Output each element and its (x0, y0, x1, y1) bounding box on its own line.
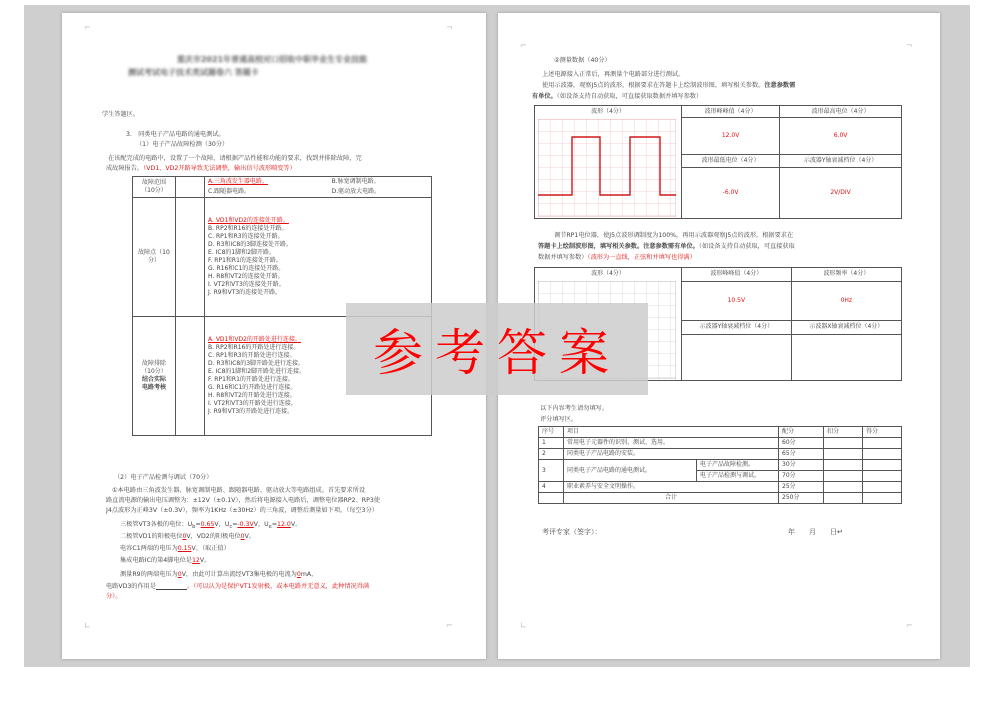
fault-point-label: 故障点（10分） (133, 198, 176, 317)
fault-point-option: A. VD1和VD2的连接处开路。 (208, 217, 289, 224)
fault-intro-line: 在该配完成的电路中，设置了一个故障，请根据产品性能和功能的要求，找到并排除故障，完 (108, 155, 362, 162)
peak-label-2: 波形峰峰值（4分） (682, 268, 792, 282)
fault-point-option: G. R16和C1的连接处开路。 (208, 265, 285, 272)
score-table (538, 426, 902, 504)
neg-peak-label: 波形最低电位（4分） (682, 155, 780, 167)
measurement-text-line: 有单位。（如设备支持自动获取，可直接获取数据并填写参数） (532, 93, 703, 100)
debug-text-line: J4点波形为正峰3V（±0.3V），频率为1KHz（±30Hz）的三角波，调整后测量如下项。（每空3分） (106, 507, 378, 514)
pos-peak-label: 波形最高电位（4分） (780, 106, 902, 118)
rp1-text-line: 答题卡上绘制波形图，填写相关参数。注意参数需有单位。（如设备支持自动获取，可直接获取 (538, 243, 795, 250)
peak-value: 12.0V (682, 118, 780, 155)
fault-point-option: D. R3和IC8的3脚连接处开路。 (208, 241, 293, 248)
fault-fix-option: H. R8和VT2的开路处进行连接。 (208, 392, 296, 399)
fault-point-option: I. VT2和VT3的连接处开路。 (208, 281, 285, 288)
score-head-deduct: 扣分 (824, 427, 863, 438)
waveform-cell-1: 波形（4分） (535, 106, 682, 219)
debug-text-line: ①本电路由三角波发生器、脉宽调制电路、跟随器电路、驱动放大等电路组成。首先要求所设 (112, 487, 366, 494)
fault-point-options (205, 198, 432, 317)
fault-point-option: E. IC8的1脚和2脚开路。 (208, 249, 276, 256)
score-head-points: 配分 (779, 427, 824, 438)
scope-y-label-2: 示波器Y轴衰减档位（4分） (682, 321, 792, 335)
fault-fix-option: B. RP2和R16的开路处进行连接。 (208, 344, 300, 351)
r9-voltage-line: 测量R9的两端电压为0V，由此可计算出流经VT3集电极的电流为0mA， (120, 571, 318, 578)
scope-y-label: 示波器Y轴衰减档位（4分） (780, 155, 902, 167)
answer-key-watermark: 参考答案 (346, 303, 648, 395)
signature-date: 年 月 日↵ (788, 528, 843, 536)
vd1-potential-line: 二极管VD1的阳极电位0V，VD2的阳极电位0V。 (120, 533, 256, 540)
fault-fix-option: E. IC8的1脚和2脚开路处进行连接。 (208, 368, 306, 375)
fault-range-option-c: C.跟随器电路。 (205, 187, 329, 198)
fault-point-option: H. R8和VT2的连接处开路。 (208, 273, 284, 280)
examiner-note: 以下内容考生请勿填写。 (540, 405, 609, 412)
page-title: 重庆市2021年普通高校对口招收中职毕业生专业技能 测试考试电子技术类试题卷六 答题卡 (128, 55, 368, 77)
fault-range-option-d: D.驱动放大电路。 (329, 187, 432, 198)
fault-fix-option: J. R9和VT3的开路处进行连接。 (208, 408, 294, 415)
neg-peak-value: -6.0V (682, 167, 780, 218)
answer-area-label: 学生答题区。 (102, 111, 140, 118)
score-head-no: 序号 (539, 427, 564, 438)
peak-value-2: 10.5V (682, 281, 792, 320)
fault-range-option-a: A.三角波发生器电路。 (208, 178, 268, 185)
ic-pin4-line: 集成电路IC的第4脚电位是12V。 (120, 557, 211, 564)
table-row: 4 职业素养与安全文明操作。 25分 (539, 482, 902, 493)
table-row: 1 常用电子元器件的识别、测试、选用。 60分 (539, 438, 902, 449)
measurement-text-line: 上述电源接入正常后，再测量个电路部分进行测试。 (542, 71, 685, 78)
fault-fix-label: 故障排除 （10分） 结合实际 电路考核 (133, 317, 176, 436)
total-points: 250分 (779, 493, 824, 504)
vd3-role-line-2: 分）。 (106, 593, 122, 600)
score-area-label: 评分填写区。 (540, 416, 578, 423)
fault-fix-option: A. VD1和VD2的开路处进行连接。 (208, 336, 301, 343)
debug-text-line: 路直流电源的输出电压调整为：±12V（±0.1V），然后将电源接入电路后，调整电位器RP2、RP3使 (106, 497, 380, 504)
table-row: 2 同类电子产品电路的安装。 65分 (539, 449, 902, 460)
document-viewer (24, 5, 970, 667)
fault-point-option: J. R9和VT3的连接处开路。 (208, 289, 282, 296)
peak-label: 波形峰峰值（4分） (682, 106, 780, 118)
examiner-signature-label: 考评专家（签字）： (542, 528, 602, 536)
vd3-role-line: 电路VD3的作用是 。（可以认为是保护VT1发射极，或本电路并无意义，此种情况得满 (106, 583, 370, 590)
freq-value: 0Hz (791, 281, 901, 320)
measurement-text-line: 使用示波器，观察J5点的波形，根据要求在答题卡上绘制波形图，填写相关参数。注意参数需 (542, 82, 796, 89)
answer-sheet-page-left: ⌐ ¬ 重庆市2021年普通高校对口招收中职毕业生专业技能 测试考试电子技术类试题卷六 答题卡 学生答题区。 3. 同类电子产品电路的通电测试。 （1）电子产品故障检测（30分） 在该配完成的电路中，设置了一个故障，请根据产品性能和功能的要求，找到并排除故障，完 成故障报告。（VD1、VD2开路导致无法调整，输出信号波形畸变等） 故障范围（10分） A.三角波发生器电路。 B.脉宽调制电路。 C.跟随器电路。 D.驱动放大电路。 故障点（10分） A. VD1和VD2的连接处开路。 B. RP2和R16的连接处开路。 C. RP1和R3的连接处开路。 D. R3和IC8的3脚连接处开路。 E. IC8的1脚和2脚开路。 F. RP1和R1的连接处开路。 G. R16和C1的连接处开路。 H. R8和VT2的连接处开路。 I. VT2和VT3的连接处开路。 J. R9和VT3的连接处开路。 故障排除 （10分） 结合实际 电路考核 A. VD1和VD2的开路处进行连接。 B. RP2和R16的开路处进行连接。 C. RP1和R3的开路处进行连接。 D. R3和IC8的3脚开路处进行连接。 E. IC8的1脚和2脚开路处进行连接。 F. RP1和R1的开路处进行连接。 G. R16和C1的开路处进行连接。 H. R8和VT2的开路处进行连接。 I. VT2和VT3的开路处进行连接。 J. R9和VT3的开路处进行连接。 （2）电子产品检测与调试（70分） ①本电路由三角波发生器、脉宽调制电路、跟随器电路、驱动放大等电路组成。首先要求所设 路直流电源的输出电压调整为：±12V（±0.1V），然后将电源接入电路后，调整电位器RP2、RP3使 J4点波形为正峰3V（±0.3V），频率为1KHz（±30Hz）的三角波，调整后测量如下项。（每空3分） 三极管VT3各极的电位：$U_b=0.65V$，$U_c=-0.3VV$，$U_e=12.0V$。 二极管VD1的阳极电位0V，VD2的阳极电位0V。 电容C1两端的电压为0.15V。（取正值） 集成电路IC的第4脚电位是12V。 测量R9的两端电压为0V，由此可计算出流经VT3集电极的电流为0mA， 电路VD3的作用是 。（可以认为是保护VT1发射极，或本电路并无意义，此种情况得满 分）。 ∟ ⌐ (62, 13, 486, 659)
table-row: 3 同类电子产品电路的通电测试。 电子产品故障检测。 30分 (539, 460, 902, 471)
vt3-potential-line: 三极管VT3各极的电位：$U_b=0.65V$，$U_c=-0.3VV$，$U_e=12.0V$。 (120, 521, 302, 531)
fault-fix-option: G. R16和C1的开路处进行连接。 (208, 384, 297, 391)
fault-point-option: C. RP1和R3的连接处开路。 (208, 233, 284, 240)
waveform-cell-2: 波形（4分） (535, 268, 682, 381)
fault-range-option-b: B.脉宽调制电路。 (329, 177, 432, 188)
scope-x-label-2: 示波器X轴衰减档位（4分） (791, 321, 901, 335)
fault-intro-line-2: 成故障报告。（VD1、VD2开路导致无法调整，输出信号波形畸变等） (106, 165, 296, 172)
pos-peak-value: 6.0V (780, 118, 902, 155)
score-head-score: 得分 (863, 427, 902, 438)
fault-point-option: F. RP1和R1的连接处开路。 (208, 257, 282, 264)
freq-label: 波形频率（4分） (791, 268, 901, 282)
fault-point-option: B. RP2和R16的连接处开路。 (208, 225, 288, 232)
fault-range-label: 故障范围（10分） (133, 177, 176, 198)
question-3-heading: 3. 同类电子产品电路的通电测试。 (126, 131, 225, 138)
fault-fix-option: D. R3和IC8的3脚开路处进行连接。 (208, 360, 305, 367)
question-3-2-heading: （2）电子产品检测与调试（70分） (114, 474, 213, 481)
fault-fix-option: I. VT2和VT3的开路处进行连接。 (208, 400, 297, 407)
measurement-heading: ②测量数据（40分） (554, 57, 611, 64)
scope-y-value: 2V/DIV (780, 167, 902, 218)
rp1-text-line: 数据并填写参数）（波形为一直线，正弦和并填写也得满） (538, 254, 696, 261)
answer-sheet-page-right: ⌐ ¬ ②测量数据（40分） 上述电源接入正常后，再测量个电路部分进行测试。 使用示波器，观察J5点的波形，根据要求在答题卡上绘制波形图，填写相关参数。注意参数需 有单位。（如设备支持自动获取，可直接获取数据并填写参数） 波形（4分） 波形峰峰值（4分） 波形最高电位（4分） 12.0V 6.0V 波形最低电位（4分） 示波器Y轴衰减档位（4分） -6.0V 2V/DIV 调节RP1电位器，使J5点波形调制度为100%，再用示波器观察J5点的波形，根据要求在 答题卡上绘制波形图，填写相关参数。注意参数需有单位。（如设备支持自动获取，可直接获取 数据并填写参数）（波形为一直线，正弦和并填写也得满） 波形（4分） 波形峰峰值（4分） 波形频率（4分） 10.5V 0Hz 示波器Y轴衰减档位（4分） 示波器X轴衰减档位（4分） 以下内容考生请勿填写。 评分填写区。 序号 项目 配分 扣分 得分 1 常用电子元器件的识别、测试、选用。 60分 2 同类电子产品电路的安装。 65分 3 同类电子产品电路的通电测试。 电子产品故障检测。 30分 电子产品检测与调试。 70分 4 职业素养与安全文明操作。 25分 合计 250分 考评专家（签字）： 年 月 日↵ ∟ ⌐ (498, 13, 940, 659)
rp1-text-line: 调节RP1电位器，使J5点波形调制度为100%，再用示波器观察J5点的波形，根据要求在 (554, 232, 794, 239)
c1-voltage-line: 电容C1两端的电压为0.15V。（取正值） (120, 545, 230, 552)
score-head-item: 项目 (564, 427, 779, 438)
square-wave-plot (538, 119, 676, 217)
total-label: 合计 (564, 493, 779, 504)
question-3-1-heading: （1）电子产品故障检测（30分） (136, 141, 229, 148)
table-row: 电子产品检测与调试。 70分 (539, 471, 902, 482)
fault-fix-option: F. RP1和R1的开路处进行连接。 (208, 376, 294, 383)
fault-fix-option: C. RP1和R3的开路处进行连接。 (208, 352, 296, 359)
table-row (539, 493, 902, 504)
